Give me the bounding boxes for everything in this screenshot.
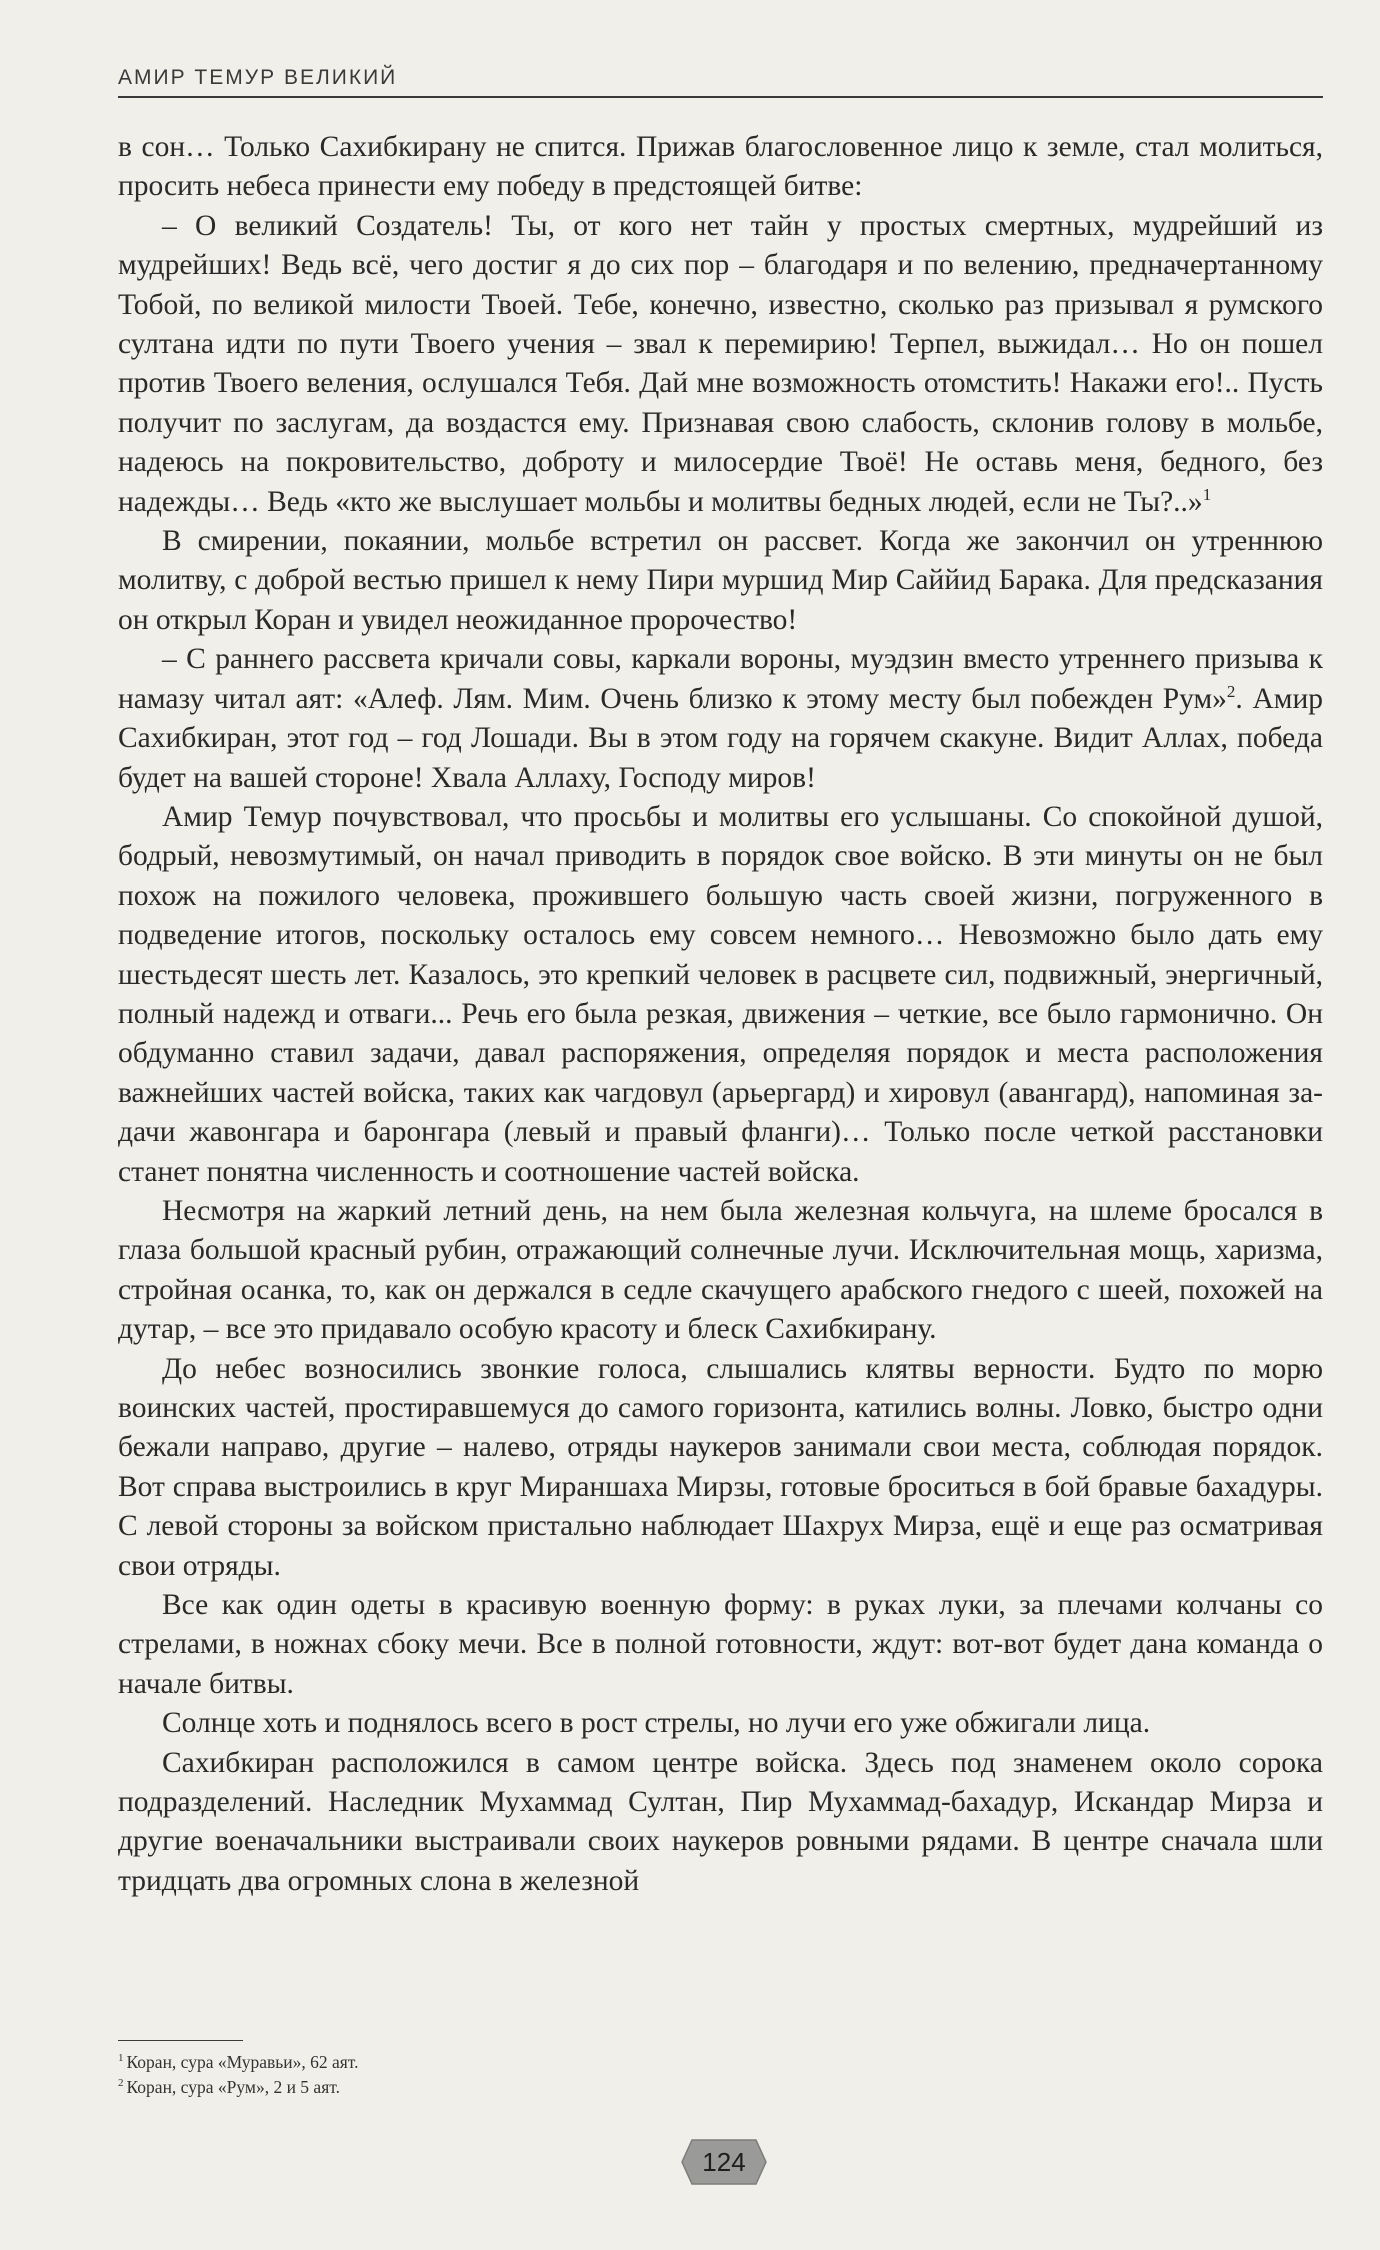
paragraph-9 bbox=[118, 1704, 1323, 1743]
footnote-1-text: Коран, сура «Муравьи», 62 аят. bbox=[126, 2052, 359, 2072]
paragraph-4-text-b: . Амир Сахибкиран, этот год – год Лошади. Вы в этом году на горячем скакуне. Видит Аллах, победа будет на вашей стороне! Хвала Аллаху, Господу миров! bbox=[118, 682, 1323, 794]
paragraph-5-text: Амир Темур почувствовал, что просьбы и молитвы его услышаны. Со спокойной душой, бодрый, невозмутимый, он начал приводить в порядок свое войско. В эти минуты он не был похож на пожилого человека, прожившего большую часть своей жизни, погруженного в подведение итогов, поскольку осталось ему совсем немного… Невозможно было дать ему шестьдесят шесть лет. Казалось, это крепкий человек в расцвете сил, подвижный, энергичный, полный надежд и отваги... Речь его была резкая, движения – четкие, все было гармонично. Он обдуманно ставил задачи, давал распоряжения, определяя порядок и места расположения важнейших частей войска, таких как чагдовул (арьергард) и хировул (авангард), напоминая задачи жавонгара и баронгара (левый и правый фланги)… Только после четкой расстановки станет понятна численность и соотношение частей войска. bbox=[118, 800, 1323, 1188]
paragraph-1-text: в сон… Только Сахибкирану не спится. Прижав благословенное лицо к земле, стал молиться, просить небеса принести ему победу в предстоящей битве: bbox=[118, 131, 1323, 203]
footnotes bbox=[118, 2050, 1323, 2100]
footnote-2-mark: 2 bbox=[118, 2077, 124, 2090]
footnote-ref-1: 1 bbox=[1202, 484, 1212, 504]
footnote-1 bbox=[118, 2050, 1323, 2075]
footnote-2-text: Коран, сура «Рум», 2 и 5 аят. bbox=[126, 2077, 340, 2097]
book-title: АМИР ТЕМУР ВЕЛИКИЙ bbox=[118, 66, 398, 89]
paragraph-3-text: В смирении, покаянии, мольбе встретил он рассвет. Когда же закончил он утреннюю молитву, с доброй вестью пришел к нему Пири муршид Мир Саййид Барака. Для предсказания он открыл Коран и увидел неожиданное пророчество! bbox=[118, 525, 1323, 636]
paragraph-7-text: До небес возносились звонкие голоса, слышались клятвы верности. Будто по морю воинских частей, простиравшемуся до самого горизонта, катились волны. Ловко, быстро одни бежали направо, другие – налево, отряды наукеров занимали свои места, соблюдая порядок. Вот справа выстроились в круг Мираншаха Мирзы, готовые броситься в бой бравые бахадуры. С левой стороны за войском пристально наблюдает Шахрух Мирза, ещё и еще раз осматривая свои отряды. bbox=[118, 1352, 1323, 1582]
footnote-ref-2: 2 bbox=[1226, 681, 1236, 701]
paragraph-3 bbox=[118, 522, 1323, 640]
paragraph-7 bbox=[118, 1350, 1323, 1586]
paragraph-10 bbox=[118, 1744, 1323, 1902]
paragraph-1 bbox=[118, 128, 1323, 207]
paragraph-6 bbox=[118, 1192, 1323, 1350]
running-header bbox=[118, 62, 1323, 98]
paragraph-10-text: Сахибкиран расположился в самом центре войска. Здесь под знаменем около сорока подразделений. Наследник Мухаммад Султан, Пир Мухаммад-бахадур, Искандар Мирза и другие военачальники выстраивали своих наукеров ровными рядами. В центре сначала шли тридцать два огромных слона в железной bbox=[118, 1746, 1323, 1897]
paragraph-8 bbox=[118, 1586, 1323, 1704]
page-number-badge bbox=[668, 2134, 780, 2190]
paragraph-2-text: – О великий Создатель! Ты, от кого нет тайн у простых смертных, мудрейший из мудрейших! Ведь всё, чего достиг я до сих пор – благодаря и по велению, предначертанному Тобой, по великой милости Твоей. Тебе, конечно, известно, сколько раз призывал я румского султана идти по пути Твоего учения – звал к перемирию! Терпел, выжидал… Но он пошел против Твоего веления, ослушался Тебя. Дай мне возможность отомстить! Накажи его!.. Пусть получит по заслугам, да воздастся ему. Признавая свою слабость, склонив голову в мольбе, надеюсь на покровительство, доброту и милосердие Твоё! Не оставь меня, бедного, без надежды… Ведь «кто же выслушает мольбы и молитвы бедных людей, если не Ты?..» bbox=[118, 209, 1323, 518]
paragraph-6-text: Несмотря на жаркий летний день, на нем была железная кольчуга, на шлеме бросался в глаза большой красный рубин, отражающий солнечные лучи. Исключительная мощь, харизма, стройная осанка, то, как он держался в седле скачущего арабского гнедого с шеей, похожей на дутар, – все это придавало особую красоту и блеск Сахибкирану. bbox=[118, 1194, 1323, 1346]
paragraph-5 bbox=[118, 798, 1323, 1192]
paragraph-4 bbox=[118, 640, 1323, 798]
body-text bbox=[118, 128, 1323, 2008]
paragraph-9-text: Солнце хоть и поднялось всего в рост стрелы, но лучи его уже обжигали лица. bbox=[162, 1707, 1151, 1740]
paragraph-8-text: Все как один одеты в красивую военную форму: в руках луки, за плечами колчаны со стрелами, в ножнах сбоку мечи. Все в полной готовности, ждут: вот-вот будет дана команда о начале битвы. bbox=[118, 1589, 1323, 1700]
paragraph-4-text-a: – С раннего рассвета кричали совы, каркали вороны, муэдзин вместо утреннего призыва к намазу читал аят: «Алеф. Лям. Мим. Очень близко к этому месту был побежден Рум» bbox=[118, 643, 1323, 715]
footnote-divider bbox=[118, 2040, 243, 2041]
footnote-1-mark: 1 bbox=[118, 2052, 124, 2065]
paragraph-2 bbox=[118, 207, 1323, 522]
page-number: 124 bbox=[702, 2147, 746, 2177]
footnote-2 bbox=[118, 2075, 1323, 2100]
